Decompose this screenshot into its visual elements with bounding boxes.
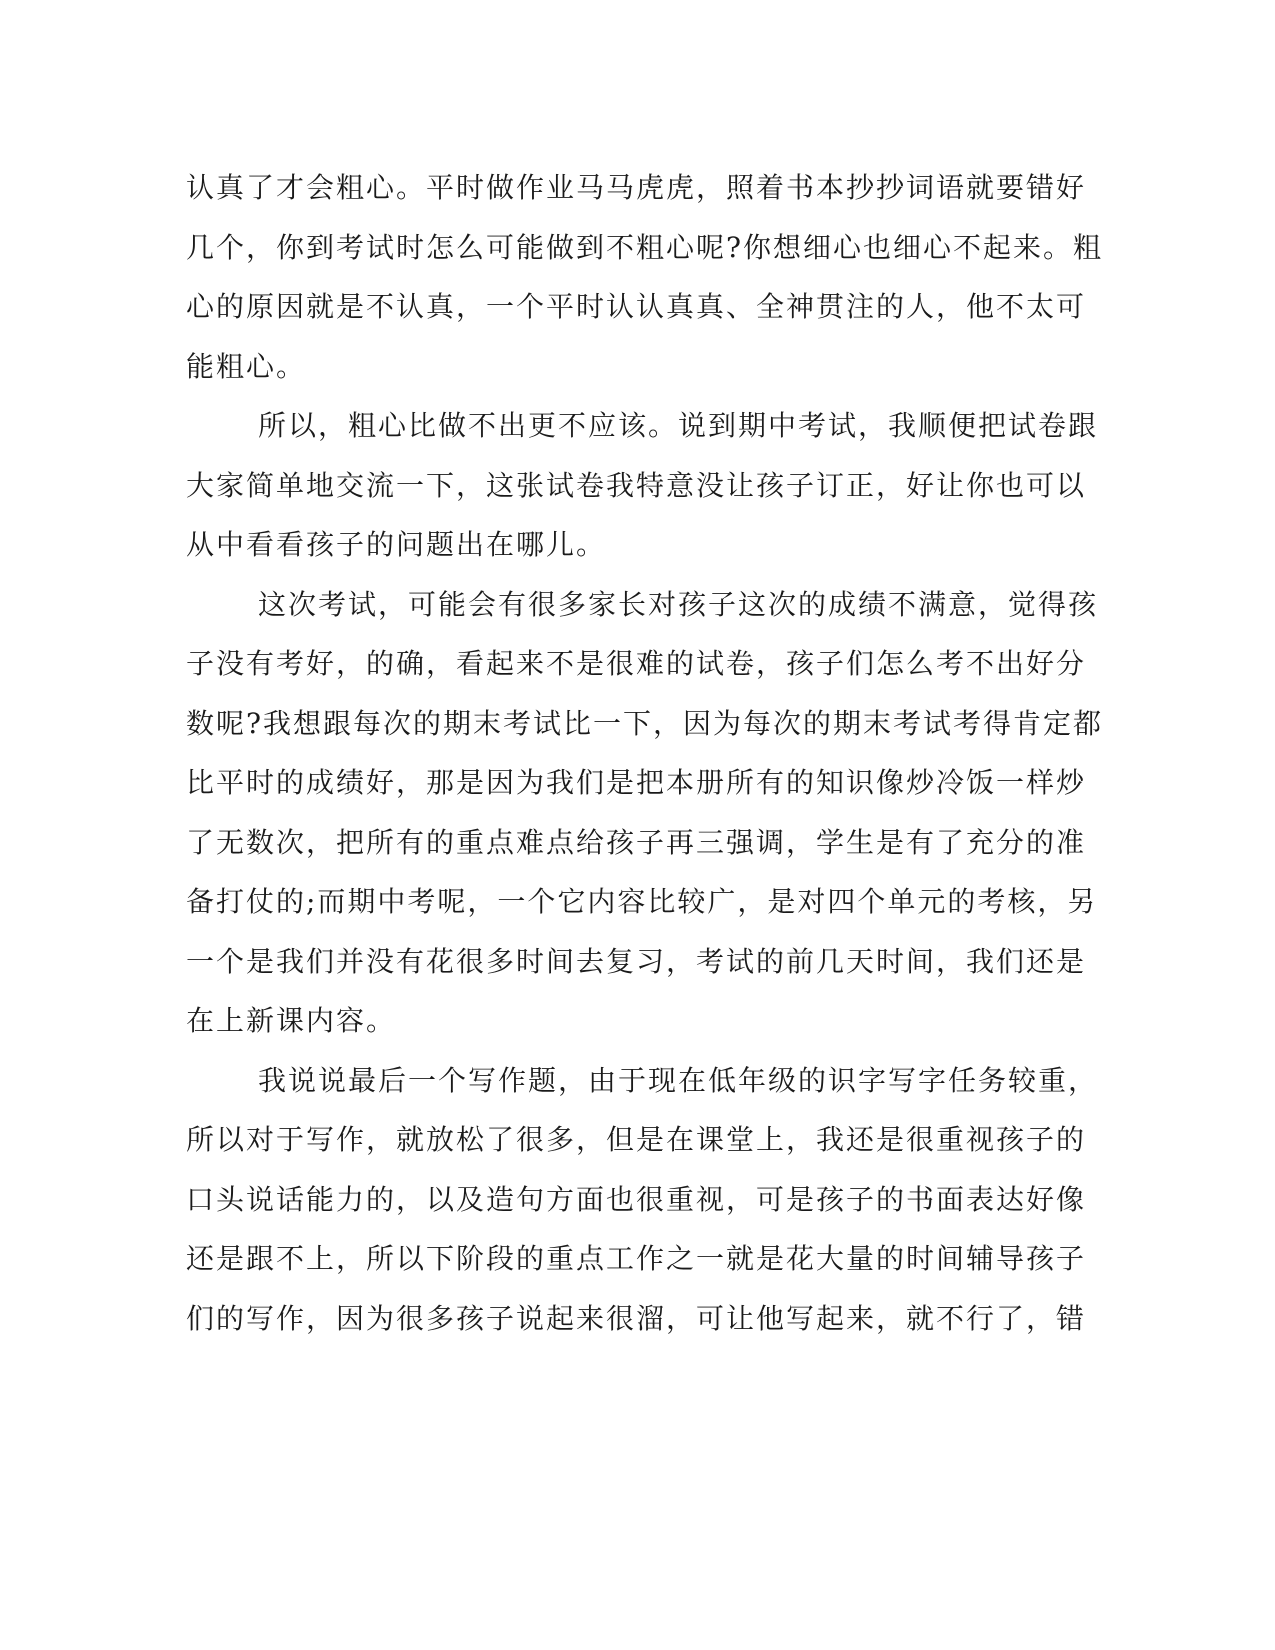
text-line: 所以，粗心比做不出更不应该。说到期中考试，我顺便把试卷跟 <box>258 409 1099 442</box>
text-line: 口头说话能力的，以及造句方面也很重视，可是孩子的书面表达好像 <box>186 1182 1087 1216</box>
text-line: 从中看看孩子的问题出在哪儿。 <box>186 528 607 561</box>
paragraph-4 <box>186 1051 1099 1349</box>
text-line: 能粗心。 <box>186 349 307 383</box>
text-line: 一个是我们并没有花很多时间去复习，考试的前几天时间，我们还是 <box>186 944 1087 978</box>
text-line: 所以对于写作，就放松了很多，但是在课堂上，我还是很重视孩子的 <box>186 1123 1087 1156</box>
paragraph-3 <box>186 575 1104 1051</box>
text-line: 子没有考好，的确，看起来不是很难的试卷，孩子们怎么考不出好分 <box>186 647 1087 680</box>
text-line: 我说说最后一个写作题，由于现在低年级的识字写字任务较重， <box>258 1063 1099 1097</box>
text-line: 了无数次，把所有的重点难点给孩子再三强调，学生是有了充分的准 <box>186 825 1087 859</box>
text-line: 数呢?我想跟每次的期末考试比一下，因为每次的期末考试考得肯定都 <box>186 706 1104 740</box>
text-line: 还是跟不上，所以下阶段的重点工作之一就是花大量的时间辅导孩子 <box>186 1242 1087 1275</box>
text-line: 心的原因就是不认真，一个平时认认真真、全神贯注的人，他不太可 <box>186 290 1087 323</box>
text-line: 们的写作，因为很多孩子说起来很溜，可让他写起来，就不行了，错 <box>186 1301 1087 1335</box>
document-body <box>186 158 1104 1348</box>
paragraph-2 <box>186 396 1099 575</box>
text-line: 大家简单地交流一下，这张试卷我特意没让孩子订正，好让你也可以 <box>186 468 1087 502</box>
text-line: 在上新课内容。 <box>186 1004 397 1037</box>
text-line: 比平时的成绩好，那是因为我们是把本册所有的知识像炒冷饭一样炒 <box>186 766 1087 799</box>
text-line: 认真了才会粗心。平时做作业马马虎虎，照着书本抄抄词语就要错好 <box>186 171 1087 204</box>
text-line: 备打仗的;而期中考呢，一个它内容比较广，是对四个单元的考核，另 <box>186 885 1098 918</box>
text-line: 这次考试，可能会有很多家长对孩子这次的成绩不满意，觉得孩 <box>258 587 1099 621</box>
paragraph-1 <box>186 158 1104 396</box>
text-line: 几个，你到考试时怎么可能做到不粗心呢?你想细心也细心不起来。粗 <box>186 230 1104 264</box>
